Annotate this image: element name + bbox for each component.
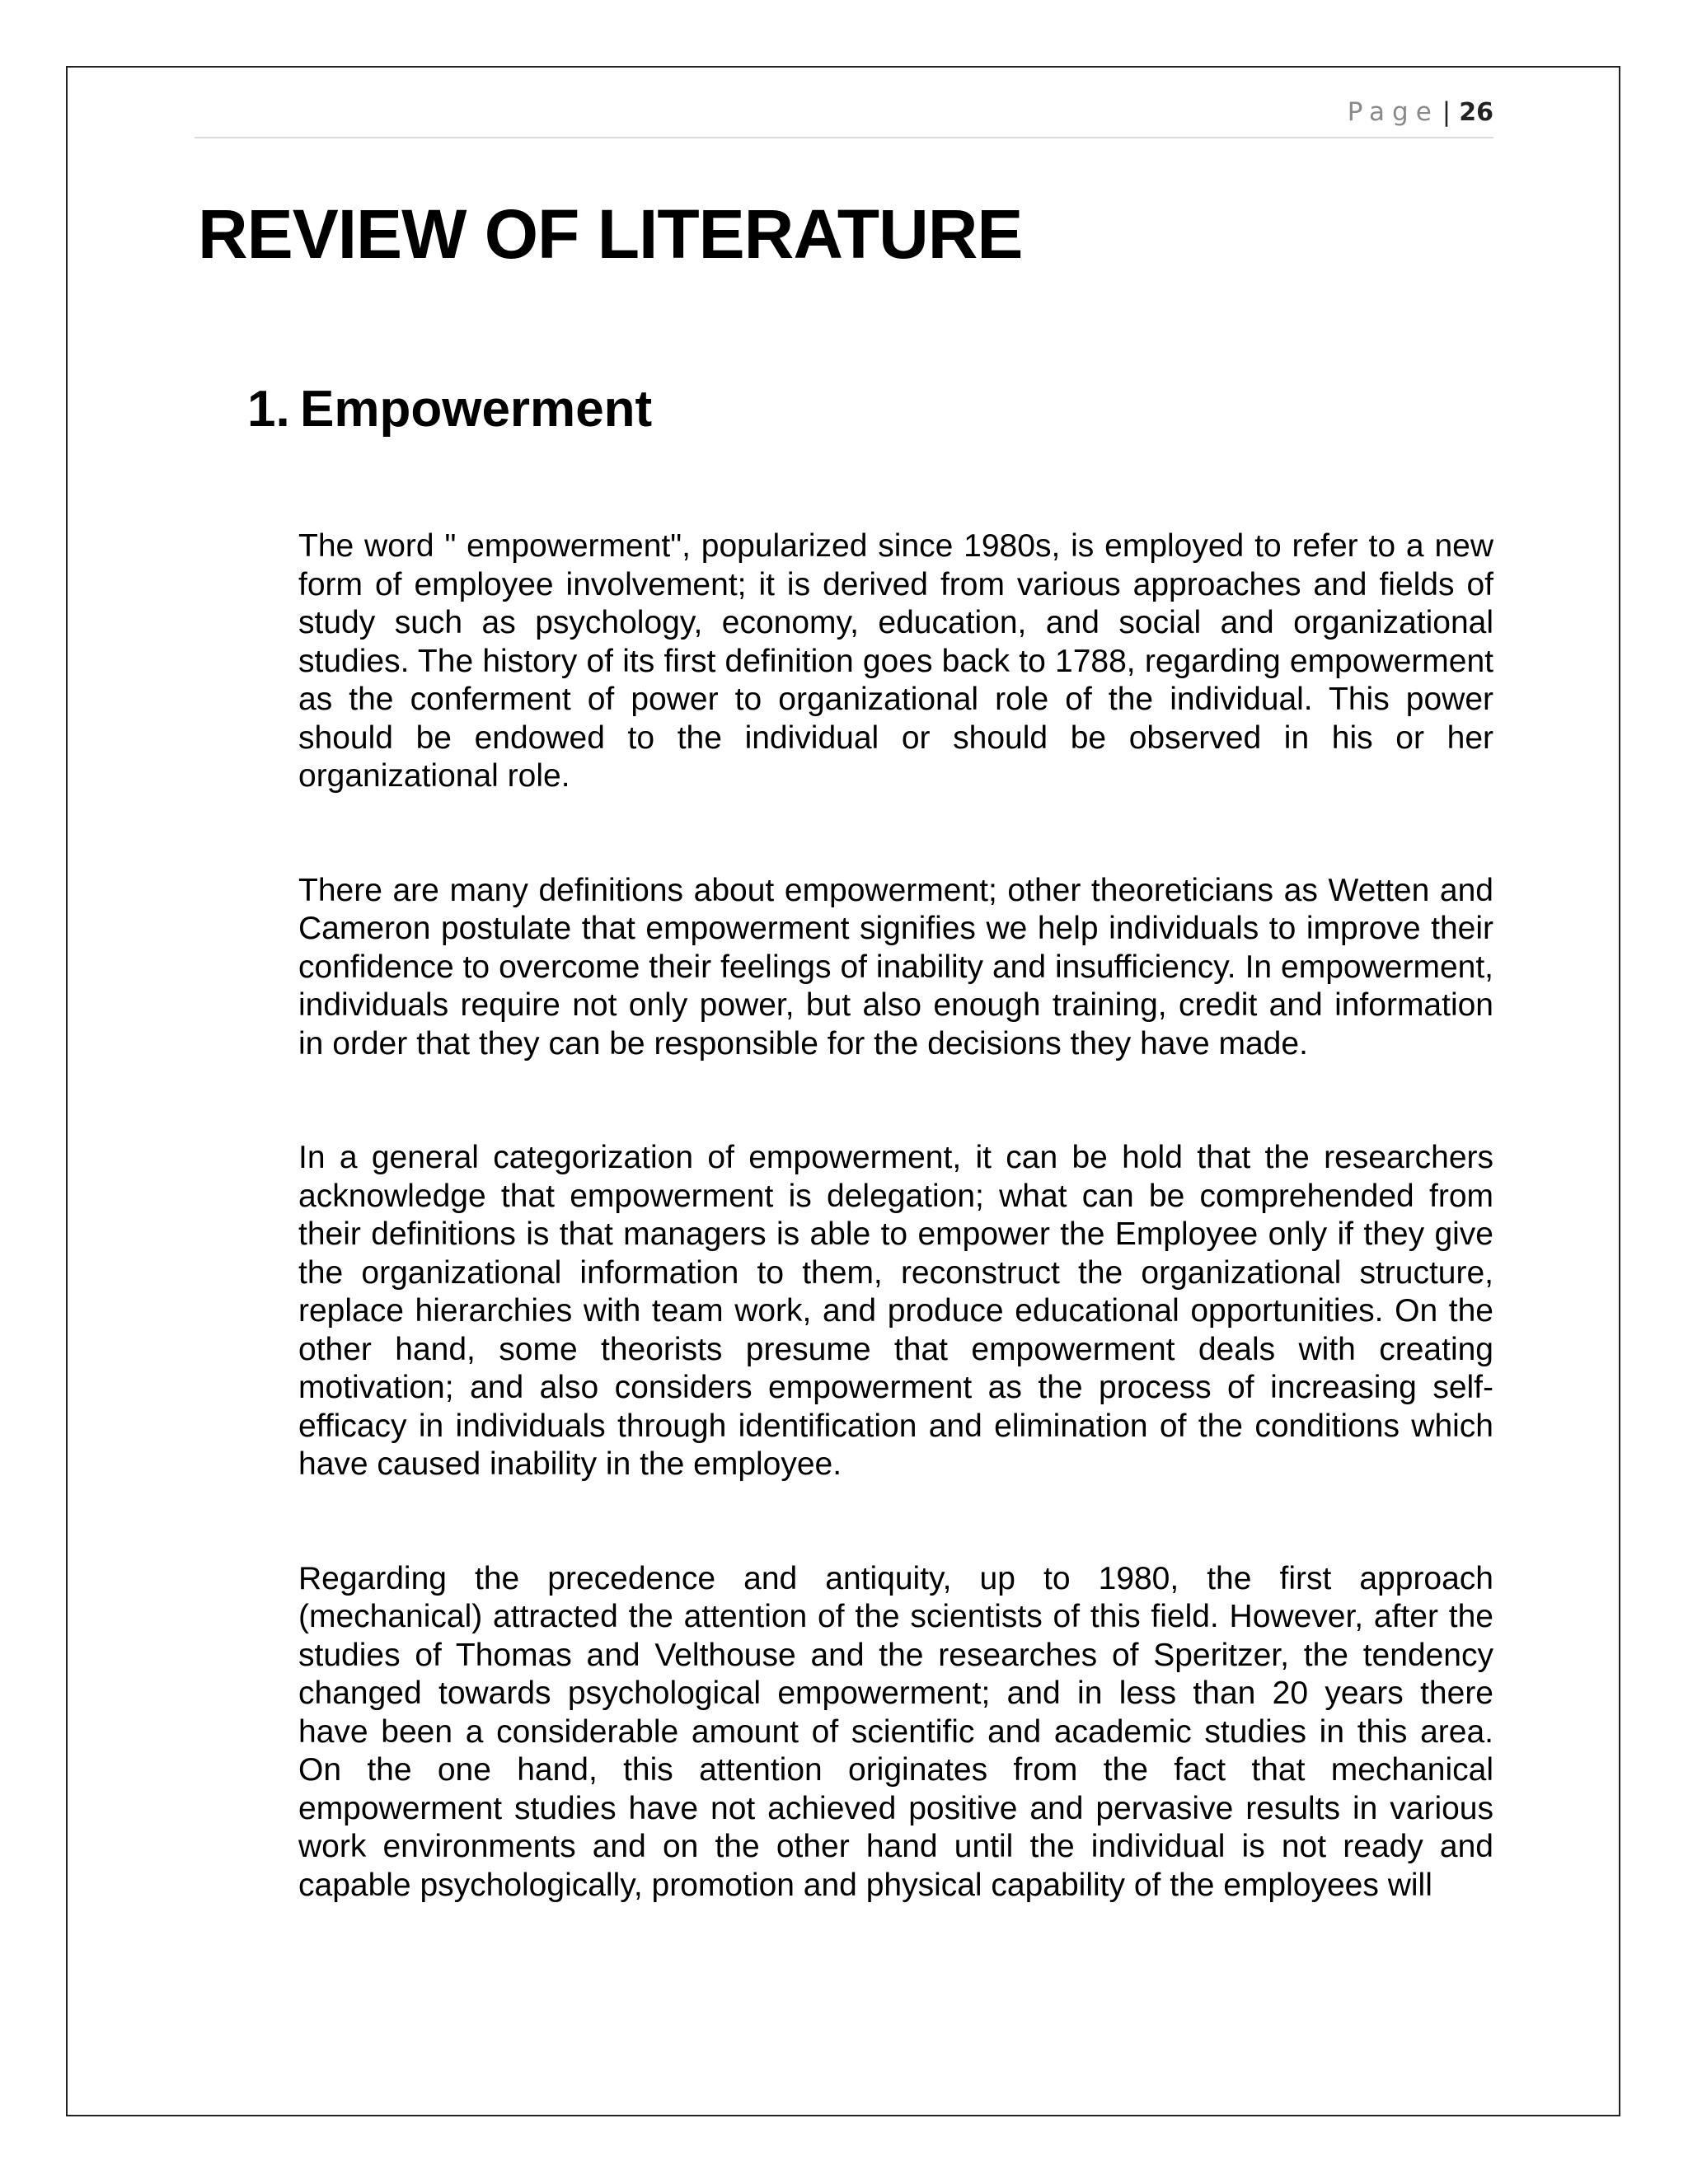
paragraph: Regarding the precedence and antiquity, up to 1980, the first approach (mechanical) attracted the attention of the scientists of this field. However, after the studies of Thomas and Velthouse and the researches of Speritzer, the tendency changed towards psychological empowerment; and in less than 20 years there have been a considerable amount of scientific and academic studies in this area. On the one hand, this attention originates from the fact that mechanical empowerment studies have not achieved positive and pervasive results in various work environments and on the other hand until the individual is not ready and capable psychologically, promotion and physical capability of the employees will [298, 1560, 1493, 1903]
page-separator: | [1442, 97, 1451, 127]
page-label: Page [1347, 97, 1439, 127]
document-title: REVIEW OF LITERATURE [198, 195, 1023, 273]
section-title: Empowerment [300, 381, 653, 438]
page-number: 26 [1459, 98, 1493, 127]
section-number: 1. [247, 381, 290, 438]
paragraph: In a general categorization of empowerment, it can be hold that the researchers acknowledge that empowerment is delegation; what can be comprehended from their definitions is that managers is able to empower the Employee only if they give the organizational information to them, reconstruct the organizational structure, replace hierarchies with team work, and produce educational opportunities. On the other hand, some theorists presume that empowerment deals with creating motivation; and also considers empowerment as the process of increasing self-efficacy in individuals through identification and elimination of the conditions which have caused inability in the employee. [298, 1140, 1493, 1482]
paragraph: There are many definitions about empowerment; other theoreticians as Wetten and Cameron postulate that empowerment signifies we help individuals to improve their confidence to overcome their feelings of inability and insufficiency. In empowerment, individuals require not only power, but also enough training, credit and information in order that they can be responsible for the decisions they have made. [298, 872, 1493, 1062]
section-heading [247, 382, 652, 438]
paragraph: The word " empowerment", popularized since 1980s, is employed to refer to a new form of employee involvement; it is derived from various approaches and fields of study such as psychology, economy, education, and social and organizational studies. The history of its first definition goes back to 1788, regarding empowerment as the conferment of power to organizational role of the individual. This power should be endowed to the individual or should be observed in his or her organizational role. [298, 528, 1493, 794]
page-header [195, 97, 1493, 138]
body-text [298, 527, 1493, 1980]
